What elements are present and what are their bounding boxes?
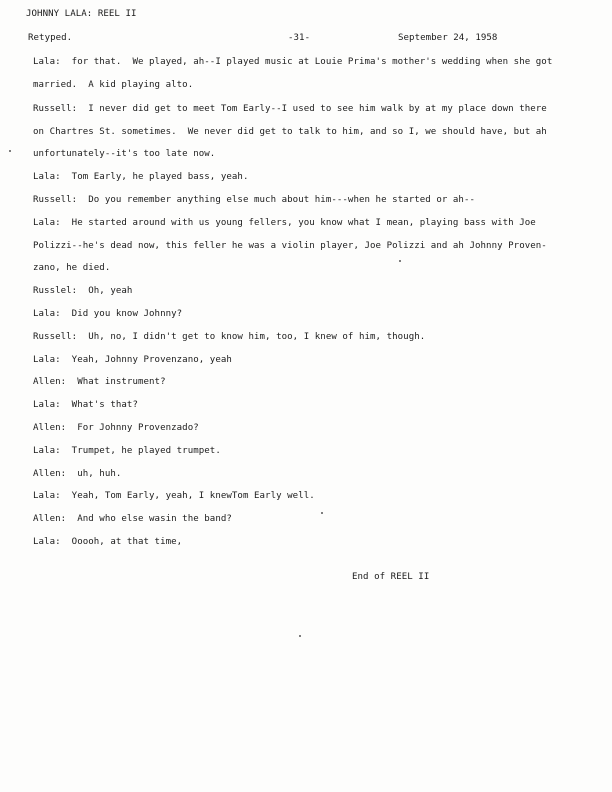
scan-speck (321, 512, 323, 514)
page-number: -31- (288, 33, 311, 43)
scan-speck (399, 260, 401, 262)
transcript-line: Russell: Uh, no, I didn't get to know him, too, I knew of him, though. (33, 332, 426, 342)
transcript-line: Lala: for that. We played, ah--I played music at Louie Prima's mother's wedding when she got (33, 57, 553, 67)
transcript-line: Allen: What instrument? (33, 377, 166, 387)
transcript-line: Lala: Trumpet, he played trumpet. (33, 446, 221, 456)
transcript-line: Lala: What's that? (33, 400, 138, 410)
transcript-date: September 24, 1958 (398, 33, 498, 43)
transcript-line: Russell: Do you remember anything else much about him---when he started or ah-- (33, 195, 475, 205)
end-of-reel-note: End of REEL II (352, 572, 430, 582)
transcript-line: Lala: He started around with us young fellers, you know what I mean, playing bass with Joe (33, 218, 536, 228)
transcript-line: Lala: Ooooh, at that time, (33, 537, 183, 547)
transcript-line: unfortunately--it's too late now. (33, 149, 216, 159)
transcript-line: on Chartres St. sometimes. We never did get to talk to him, and so I, we should have, but ah (33, 127, 547, 137)
scan-speck (299, 635, 301, 637)
transcript-line: Lala: Did you know Johnny? (33, 309, 183, 319)
header-title: JOHNNY LALA: REEL II (26, 9, 137, 19)
transcript-line: Allen: uh, huh. (33, 469, 122, 479)
transcript-line: Polizzi--he's dead now, this feller he was a violin player, Joe Polizzi and ah Johnny Proven- (33, 241, 547, 251)
transcript-line: Russlel: Oh, yeah (33, 286, 133, 296)
scan-speck (9, 150, 11, 152)
transcript-line: Lala: Tom Early, he played bass, yeah. (33, 172, 249, 182)
transcript-line: Lala: Yeah, Tom Early, yeah, I knewTom Early well. (33, 491, 315, 501)
transcript-line: Allen: And who else wasin the band? (33, 514, 232, 524)
transcript-line: married. A kid playing alto. (33, 80, 194, 90)
transcript-line: Lala: Yeah, Johnny Provenzano, yeah (33, 355, 232, 365)
transcript-line: zano, he died. (33, 263, 111, 273)
retyped-note: Retyped. (28, 33, 73, 43)
transcript-line: Russell: I never did get to meet Tom Early--I used to see him walk by at my place down there (33, 104, 547, 114)
transcript-line: Allen: For Johnny Provenzado? (33, 423, 199, 433)
